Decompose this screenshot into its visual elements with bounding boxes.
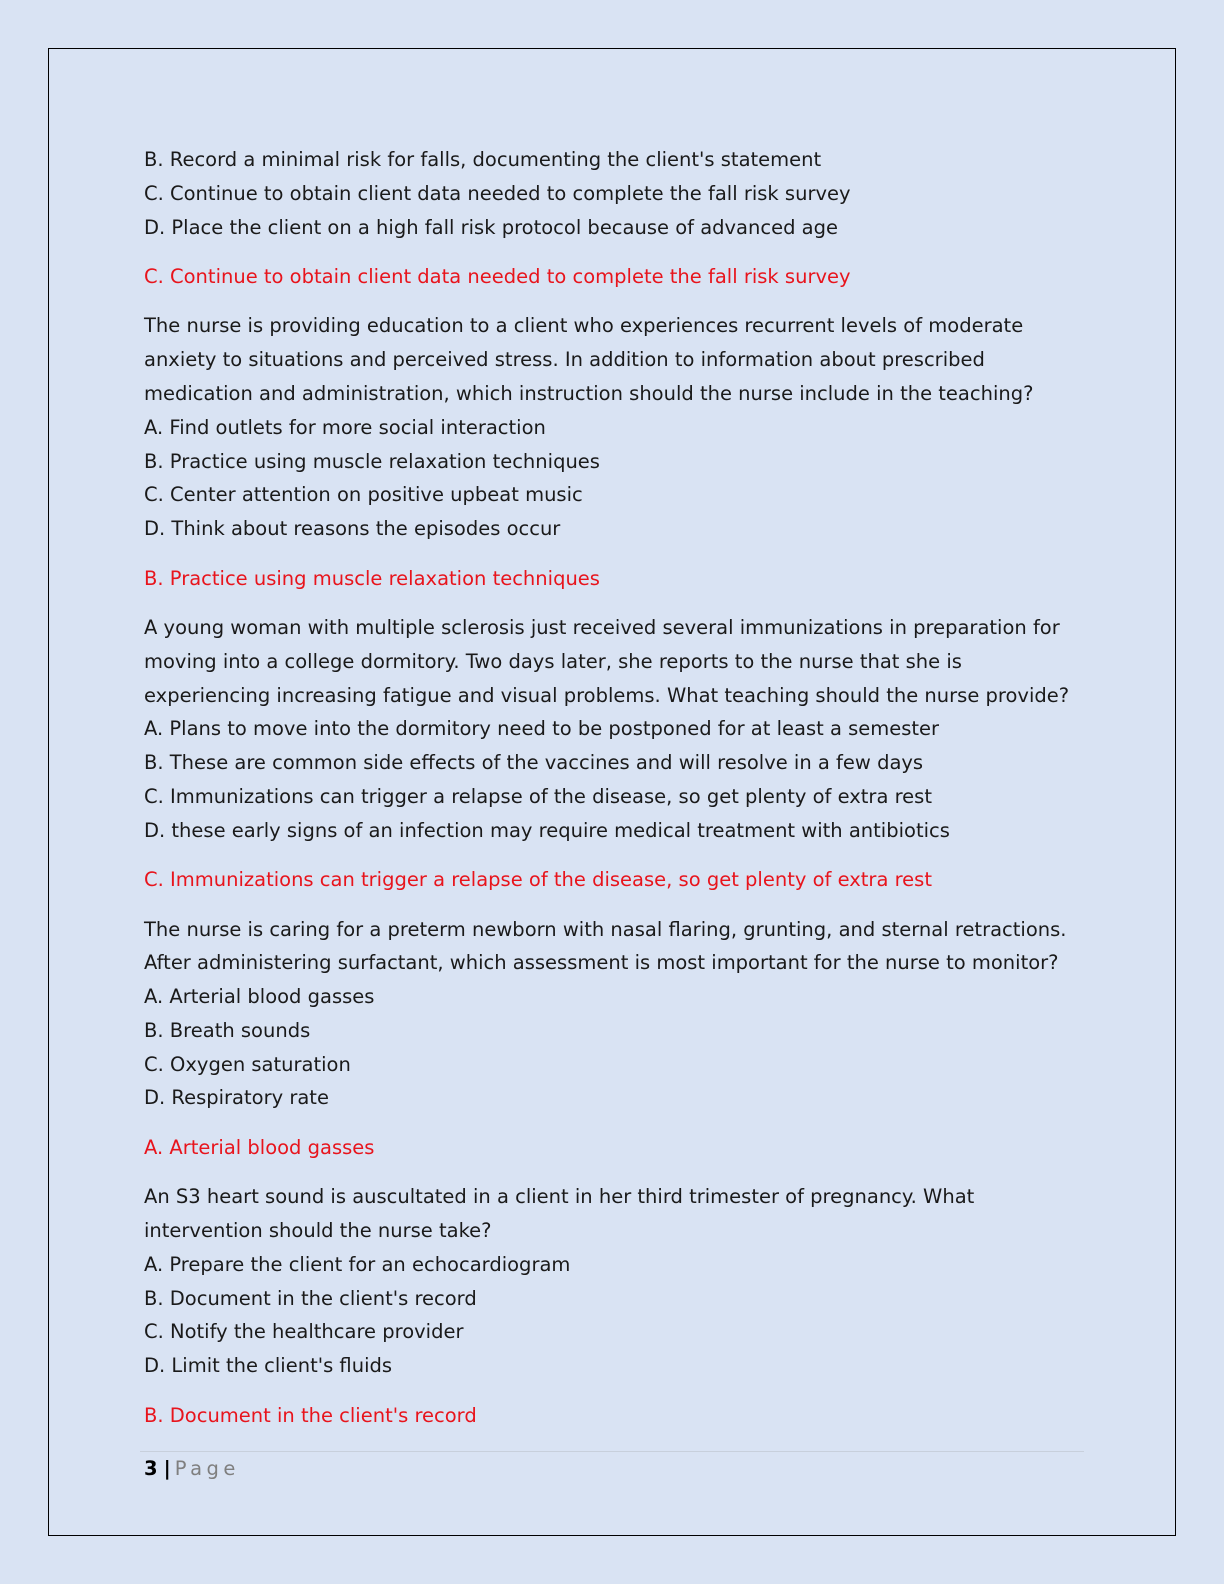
option-a: A. Prepare the client for an echocardiogram (144, 1252, 571, 1276)
option-b: B. Breath sounds (144, 1018, 311, 1042)
option-a: A. Find outlets for more social interaction (144, 415, 546, 439)
option-b: B. Record a minimal risk for falls, documenting the client's statement (144, 148, 822, 171)
answer-text: C. Immunizations can trigger a relapse of the disease, so get plenty of extra rest (144, 868, 932, 892)
option-a: A. Plans to move into the dormitory need to be postponed for at least a semester (144, 717, 940, 741)
question-block (144, 611, 1084, 848)
footer-divider (140, 1451, 1084, 1452)
option-a: A. Arterial blood gasses (144, 985, 375, 1009)
answer-text: B. Practice using muscle relaxation techniques (144, 566, 600, 590)
question-text: A young woman with multiple sclerosis just received several immunizations in preparation for (144, 615, 1060, 639)
option-c: C. Center attention on positive upbeat music (144, 483, 583, 507)
option-b: B. Practice using muscle relaxation techniques (144, 449, 600, 473)
document-body (144, 143, 1084, 1448)
question-text: medication and administration, which instruction should the nurse include in the teaching? (144, 381, 1034, 405)
option-d: D. Place the client on a high fall risk protocol because of advanced age (144, 215, 838, 239)
footer-separator: | (163, 1457, 171, 1480)
option-d: D. Limit the client's fluids (144, 1354, 393, 1378)
answer-text: B. Document in the client's record (144, 1403, 477, 1427)
option-d: D. Think about reasons the episodes occur (144, 517, 561, 541)
page-footer (144, 1455, 240, 1483)
question-text: After administering surfactant, which assessment is most important for the nurse to monitor? (144, 951, 1059, 975)
page-number: 3 (144, 1457, 158, 1480)
question-block (144, 1180, 1084, 1383)
question-text: intervention should the nurse take? (144, 1219, 492, 1243)
option-d: D. these early signs of an infection may require medical treatment with antibiotics (144, 818, 950, 842)
question-text: anxiety to situations and perceived stress. In addition to information about prescribed (144, 348, 985, 372)
option-d: D. Respiratory rate (144, 1086, 329, 1110)
question-text: The nurse is caring for a preterm newborn with nasal flaring, grunting, and sternal retractions. (144, 917, 1067, 941)
page-label: Page (174, 1457, 240, 1480)
option-b: B. These are common side effects of the vaccines and will resolve in a few days (144, 751, 924, 775)
question-block (144, 309, 1084, 546)
option-c: C. Oxygen saturation (144, 1052, 351, 1076)
option-c: C. Notify the healthcare provider (144, 1320, 464, 1344)
question-text: An S3 heart sound is auscultated in a client in her third trimester of pregnancy. What (144, 1185, 975, 1209)
option-c: C. Continue to obtain client data needed to complete the fall risk survey (144, 181, 851, 205)
answer-text: C. Continue to obtain client data needed to complete the fall risk survey (144, 264, 851, 288)
question-text: moving into a college dormitory. Two days later, she reports to the nurse that she is (144, 649, 962, 673)
question-block (144, 143, 1084, 244)
answer-text: A. Arterial blood gasses (144, 1135, 375, 1159)
question-text: experiencing increasing fatigue and visual problems. What teaching should the nurse provide? (144, 683, 1070, 707)
option-c: C. Immunizations can trigger a relapse of the disease, so get plenty of extra rest (144, 784, 932, 808)
option-b: B. Document in the client's record (144, 1286, 477, 1310)
question-text: The nurse is providing education to a client who experiences recurrent levels of moderate (144, 314, 1024, 338)
question-block (144, 913, 1084, 1116)
